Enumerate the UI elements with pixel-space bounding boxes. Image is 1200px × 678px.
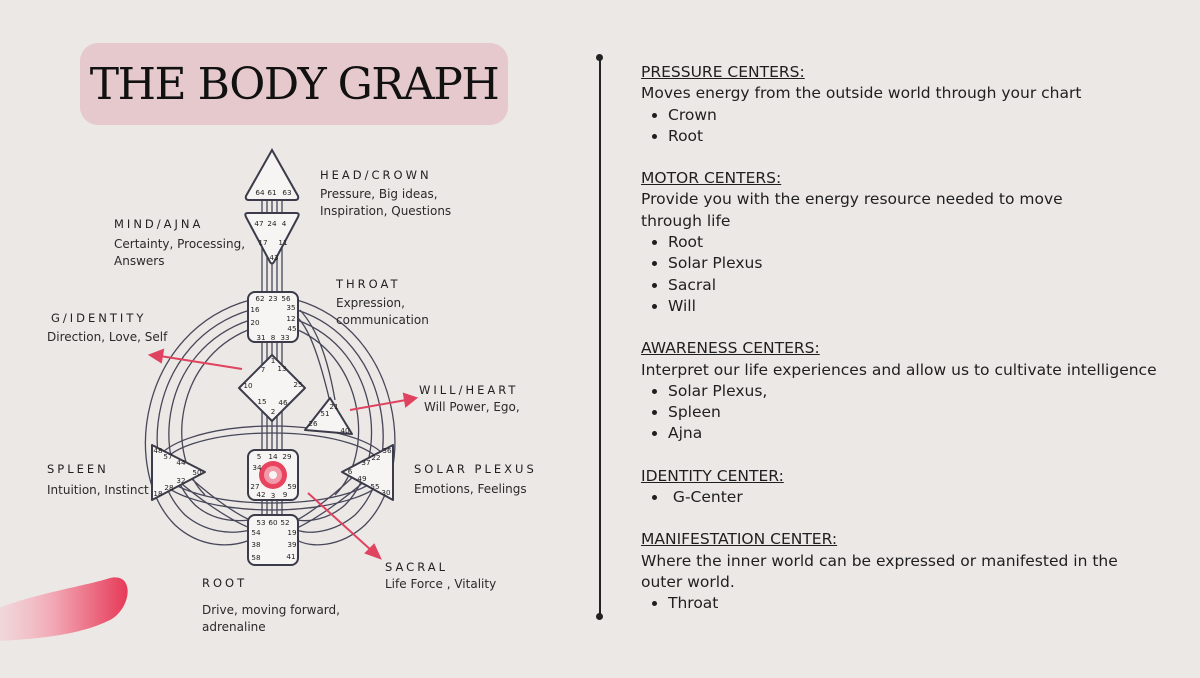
section-list (641, 381, 1161, 445)
gate: 63 (282, 188, 292, 197)
gate: 20 (250, 318, 260, 327)
solar-label-title: SOLAR PLEXUS (414, 462, 537, 476)
gate: 24 (267, 219, 277, 228)
gate: 18 (153, 489, 163, 498)
gate: 22 (371, 453, 381, 462)
solar-label (414, 462, 537, 498)
solar-label-desc: Emotions, Feelings (414, 482, 527, 496)
gate: 54 (251, 528, 261, 537)
mind-label (114, 217, 254, 270)
gate: 40 (340, 426, 350, 435)
section-motor (641, 168, 1161, 317)
section-text: Provide you with the energy resource needed to move through life (641, 190, 1063, 230)
root-label-desc: Drive, moving forward, adrenaline (202, 603, 340, 634)
gate: 43 (269, 253, 279, 262)
head-label-title: HEAD/CROWN (320, 168, 432, 182)
spleen-label (47, 462, 149, 499)
gate: 62 (255, 294, 265, 303)
gate: 38 (251, 540, 261, 549)
gate: 64 (255, 188, 265, 197)
gate: 33 (280, 333, 290, 342)
section-heading: AWARENESS CENTERS: (641, 339, 820, 358)
gate: 42 (256, 490, 266, 499)
gate: 34 (252, 463, 262, 472)
gate: 13 (277, 364, 287, 373)
spleen-label-title: SPLEEN (47, 462, 109, 476)
list-item: • Crown (668, 105, 1161, 126)
gate: 32 (176, 476, 186, 485)
gate: 53 (256, 518, 266, 527)
throat-label-desc: Expression, communication (336, 296, 429, 327)
section-heading: MOTOR CENTERS: (641, 169, 782, 188)
will-label (419, 383, 518, 397)
gate: 35 (286, 303, 296, 312)
gate: 50 (192, 468, 202, 477)
gate: 31 (256, 333, 266, 342)
gate: 57 (163, 452, 173, 461)
divider-bottom-dot (596, 613, 603, 620)
sacral-label-desc: Life Force , Vitality (385, 577, 497, 591)
gate: 56 (281, 294, 291, 303)
gate: 23 (268, 294, 278, 303)
gate: 41 (286, 552, 296, 561)
gate: 52 (280, 518, 290, 527)
gate: 61 (267, 188, 277, 197)
will-label-desc: Will Power, Ego, (424, 400, 520, 414)
will-label-title: WILL/HEART (419, 383, 519, 397)
gate: 11 (278, 238, 288, 247)
gate: 48 (153, 446, 163, 455)
list-item: • Will (668, 296, 1161, 317)
mind-label-title: MIND/AJNA (114, 217, 204, 231)
center-types-list (641, 62, 1161, 636)
section-manifestation (641, 529, 1161, 614)
list-item: • Root (668, 126, 1161, 147)
gate: 26 (308, 419, 318, 428)
gate: 49 (357, 474, 367, 483)
gate: 44 (176, 458, 186, 467)
root-label-title: ROOT (202, 576, 248, 590)
section-text: Interpret our life experiences and allow us to cultivate intelligence (641, 360, 1157, 379)
gate: 45 (287, 324, 297, 333)
list-item: • Solar Plexus, (668, 381, 1161, 402)
gate: 21 (329, 402, 339, 411)
sacral-label (385, 560, 496, 593)
section-heading: PRESSURE CENTERS: (641, 63, 805, 81)
list-item: • Throat (668, 593, 1161, 614)
gate: 1 (270, 356, 276, 365)
gate: 60 (268, 518, 278, 527)
g-label (51, 311, 146, 325)
gate: 7 (260, 365, 266, 374)
gate: 29 (282, 452, 292, 461)
gate: 27 (250, 482, 260, 491)
list-item: • Solar Plexus (668, 253, 1161, 274)
gate: 6 (347, 467, 353, 476)
page-title: THE BODY GRAPH (89, 58, 499, 110)
list-item: • Spleen (668, 402, 1161, 423)
gate: 12 (286, 314, 296, 323)
gate: 39 (287, 540, 297, 549)
list-item: • Ajna (668, 423, 1161, 444)
mind-label-desc: Certainty, Processing, Answers (114, 237, 246, 268)
gate: 59 (287, 482, 297, 491)
gate: 47 (254, 219, 264, 228)
head-label-desc: Pressure, Big ideas, Inspiration, Questions (320, 187, 452, 218)
section-list (641, 105, 1161, 148)
section-list (641, 232, 1161, 317)
gate: 9 (282, 490, 288, 499)
gate: 4 (281, 219, 287, 228)
gate: 25 (293, 380, 303, 389)
throat-label-title: THROAT (336, 277, 401, 291)
section-text: Moves energy from the outside world through your chart (641, 84, 1082, 103)
gate: 14 (268, 452, 278, 461)
vertical-divider (599, 57, 601, 617)
list-item: • G-Center (668, 487, 1161, 508)
sacral-label-title: SACRAL (385, 560, 449, 574)
section-awareness (641, 338, 1161, 444)
sacral-highlight (259, 461, 287, 489)
gate: 17 (258, 238, 268, 247)
section-heading: MANIFESTATION CENTER: (641, 530, 838, 549)
head-label (320, 168, 460, 220)
gate: 28 (164, 483, 174, 492)
section-pressure (641, 62, 1161, 147)
gate: 58 (251, 553, 261, 562)
section-list (641, 593, 1161, 614)
gate: 5 (256, 452, 262, 461)
list-item: • Sacral (668, 275, 1161, 296)
throat-label (336, 277, 451, 329)
g-label-title: G/IDENTITY (51, 311, 147, 325)
gate: 37 (361, 458, 371, 467)
gate: 16 (250, 305, 260, 314)
gate: 30 (381, 488, 391, 497)
gate: 15 (257, 397, 267, 406)
gate: 46 (278, 398, 288, 407)
gate: 10 (243, 381, 253, 390)
section-text: Where the inner world can be expressed or manifested in the outer world. (641, 551, 1118, 591)
spleen-label-desc: Intuition, Instinct (47, 483, 149, 497)
gate: 36 (382, 446, 392, 455)
list-item: • Root (668, 232, 1161, 253)
gate: 19 (287, 528, 297, 537)
gate: 51 (320, 409, 330, 418)
section-identity (641, 466, 1161, 509)
gate: 55 (370, 482, 380, 491)
gate: 2 (270, 407, 276, 416)
gate: 8 (270, 333, 276, 342)
section-heading: IDENTITY CENTER: (641, 466, 784, 485)
g-label-desc: Direction, Love, Self (47, 330, 168, 344)
section-list (641, 487, 1161, 508)
root-label (202, 576, 347, 636)
gate: 3 (270, 491, 276, 500)
